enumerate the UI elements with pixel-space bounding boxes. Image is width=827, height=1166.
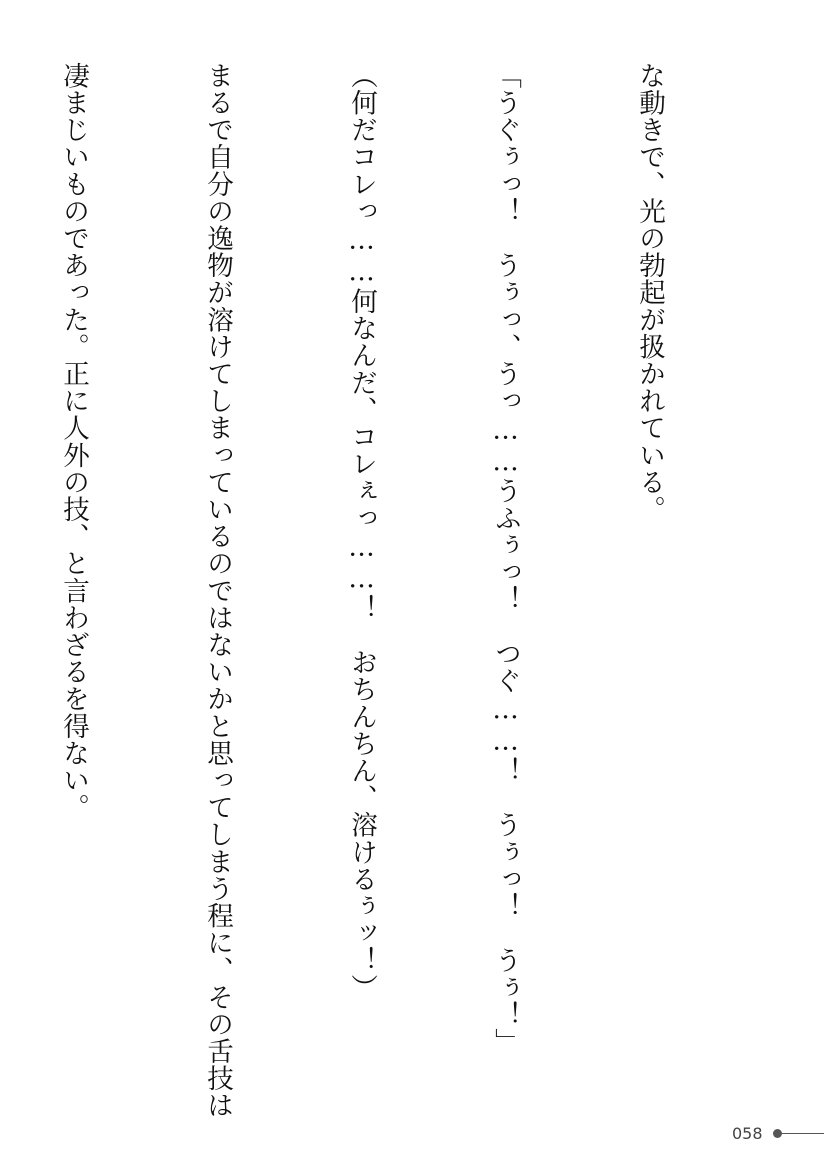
page-number: 058: [732, 1124, 763, 1143]
text-line: （何だコレっ……何なんだ、コレぇっ……！ おちんちん、溶けるぅッ！）: [346, 62, 377, 1001]
text-line: 「うぐぅっ！ うぅっ、うっ……うふぅっ！ つぐ……！ うぅっ！ うぅ！」: [490, 62, 521, 1056]
folio-rule: [782, 1133, 824, 1134]
page-folio: [732, 1124, 824, 1143]
folio-dot-icon: [773, 1129, 782, 1138]
vertical-text-body: [0, 62, 769, 1119]
text-line: 凄まじいものであった。正に人外の技、と言わざるを得ない。: [58, 62, 89, 821]
text-line: な動きで、光の勃起が扱かれている。: [634, 62, 665, 523]
text-line: まるで自分の逸物が溶けてしまっているのではないかと思ってしまう程に、その舌技は: [202, 62, 233, 1119]
